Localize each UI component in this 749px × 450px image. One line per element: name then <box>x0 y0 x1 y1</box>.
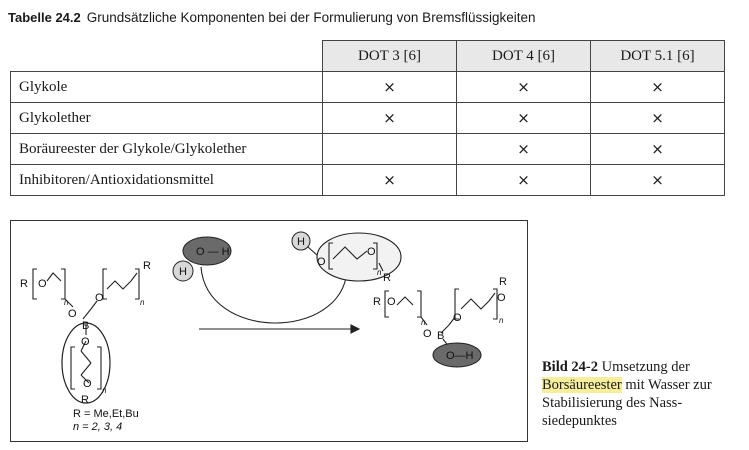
o-label: O <box>423 328 432 340</box>
n-subscript: n <box>421 318 426 327</box>
glycol-h-label: H <box>297 236 305 248</box>
cell-mark <box>323 134 457 165</box>
o-label: O <box>367 246 376 258</box>
r-label: R <box>20 278 28 290</box>
cell-mark: × <box>591 103 725 134</box>
o-label: O <box>83 378 92 390</box>
figure-caption <box>542 358 742 430</box>
table-row <box>11 165 725 196</box>
reaction-scheme-drawing <box>11 221 529 443</box>
header-dot4: DOT 4 [6] <box>457 41 591 72</box>
left-molecule-labels <box>20 260 151 433</box>
r-label: R <box>81 394 89 406</box>
cell-mark: × <box>323 103 457 134</box>
r-definition: R = Me,Et,Bu <box>73 408 139 420</box>
cell-mark: × <box>457 103 591 134</box>
figure-caption-text-before: Umsetzung der <box>601 359 690 375</box>
o-label: O <box>38 278 47 290</box>
table-header-row <box>11 41 725 72</box>
o-label: O <box>95 292 104 304</box>
o-label: O <box>81 336 90 348</box>
cell-mark: × <box>591 165 725 196</box>
curved-arrow <box>201 267 351 323</box>
o-label: O <box>68 308 77 320</box>
cell-mark: × <box>591 72 725 103</box>
r-label: R <box>499 276 507 288</box>
o-label: O <box>317 256 326 268</box>
row-label-boraeureester: Boräureester der Glykole/Glykolether <box>11 134 323 165</box>
n-subscript: n <box>64 298 69 307</box>
table-caption-text: Grundsätzliche Komponenten bei der Formulierung von Bremsflüssigkeiten <box>86 10 536 25</box>
oh-text: O—H <box>446 350 474 362</box>
n-subscript: n <box>377 268 382 277</box>
reaction-figure <box>10 220 528 442</box>
header-dot3: DOT 3 [6] <box>323 41 457 72</box>
cell-mark: × <box>457 165 591 196</box>
cell-mark: × <box>457 72 591 103</box>
table-corner-cell <box>11 41 323 72</box>
r-label: R <box>383 272 391 284</box>
reaction-arrow <box>199 325 359 333</box>
components-table <box>10 40 725 196</box>
r-label: R <box>373 296 381 308</box>
table-caption-label: Tabelle 24.2 <box>8 10 81 25</box>
right-molecule-labels <box>373 276 507 342</box>
water-oh-text: O — H <box>196 246 230 258</box>
cell-mark: × <box>457 134 591 165</box>
water-h-label: H <box>179 266 187 278</box>
table-row <box>11 134 725 165</box>
table-row <box>11 103 725 134</box>
b-label: B <box>82 320 90 332</box>
figure-caption-label: Bild 24-2 <box>542 359 598 375</box>
header-dot51: DOT 5.1 [6] <box>591 41 725 72</box>
row-label-glykolether: Glykolether <box>11 103 323 134</box>
o-label: O <box>453 312 462 324</box>
released-glycol <box>292 232 401 284</box>
figure-caption-text-after: mit Wasser zur Stabilisierung des Nass-siedepunktes <box>542 377 712 429</box>
o-label: O <box>497 292 506 304</box>
cell-mark: × <box>591 134 725 165</box>
row-label-glykole: Glykole <box>11 72 323 103</box>
row-label-inhibitoren: Inhibitoren/Antioxidationsmittel <box>11 165 323 196</box>
o-label: O <box>387 296 396 308</box>
hydroxyl-group <box>433 343 481 367</box>
n-subscript: n <box>499 316 504 325</box>
table-row <box>11 72 725 103</box>
n-subscript: n <box>102 386 107 395</box>
cell-mark: × <box>323 72 457 103</box>
n-definition: n = 2, 3, 4 <box>73 421 123 433</box>
figure-caption-highlight: Borsäureester <box>542 377 622 393</box>
table-caption <box>8 10 535 27</box>
n-subscript: n <box>140 298 145 307</box>
cell-mark: × <box>323 165 457 196</box>
r-label: R <box>143 260 151 272</box>
b-label: B <box>437 330 445 342</box>
